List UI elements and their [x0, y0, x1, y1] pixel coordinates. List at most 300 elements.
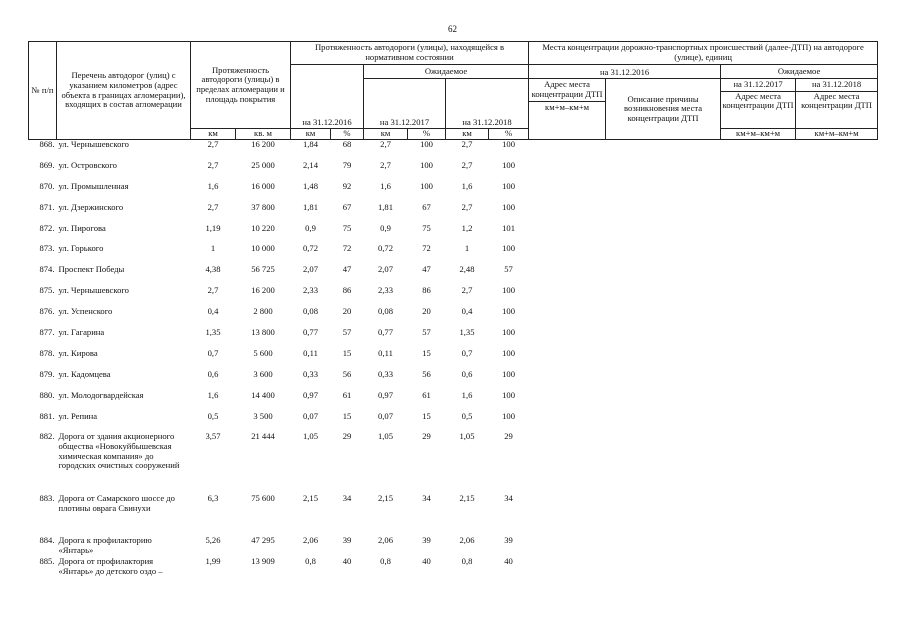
normative-2018-pct: 100	[502, 347, 515, 358]
dtp-cell	[529, 432, 606, 494]
normative-2018-pct: 100	[502, 159, 515, 170]
dtp-cell	[529, 349, 606, 370]
normative-2017-pct: 15	[422, 347, 431, 358]
normative-2017-pct: 61	[422, 389, 431, 400]
dtp-cell	[796, 307, 878, 328]
row-number: 882.	[39, 431, 55, 442]
dtp-cell	[529, 307, 606, 328]
dtp-cell	[606, 224, 721, 245]
normative-2017-pct: 86	[422, 285, 431, 296]
dtp-cell	[796, 494, 878, 536]
normative-2016-pct: 47	[342, 264, 352, 275]
dtp-cell	[606, 494, 721, 536]
header-dtp-address-2017	[721, 79, 796, 129]
table-row	[29, 412, 878, 433]
row-number: 885.	[39, 556, 55, 567]
area-sqm: 16 000	[251, 180, 275, 191]
normative-2017-pct: 72	[422, 243, 431, 254]
dtp-cell	[721, 494, 796, 536]
normative-2016-km: 0,9	[305, 222, 316, 233]
table-row	[29, 244, 878, 265]
normative-2016-pct: 67	[342, 201, 352, 212]
normative-2017-km: 2,07	[377, 264, 394, 275]
length-km: 2,7	[207, 285, 219, 296]
normative-2017-km: 2,33	[377, 285, 394, 296]
normative-2016-km: 2,07	[302, 264, 319, 275]
area-sqm: 16 200	[251, 139, 275, 149]
header-date-2016: на 31.12.2016	[291, 65, 364, 129]
normative-2017-km: 2,15	[377, 493, 394, 504]
normative-2017-pct: 34	[422, 493, 431, 504]
dtp-cell	[796, 140, 878, 161]
normative-2016-pct: 29	[342, 431, 352, 442]
length-km: 2,7	[207, 201, 219, 212]
normative-2016-km: 1,48	[302, 180, 319, 191]
header-dtp-cause: Описание причины возникновения места концентрации ДТП	[606, 79, 721, 140]
normative-2017-km: 0,33	[377, 368, 394, 379]
area-sqm: 2 800	[253, 306, 273, 317]
header-road-list: Перечень автодорог (улиц) с указанием километров (адрес объекта в границах агломерации), входящих в состав агломерации	[57, 42, 191, 140]
dtp-cell	[529, 140, 606, 161]
normative-2016-km: 2,33	[302, 285, 319, 296]
normative-2016-pct: 15	[342, 347, 352, 358]
dtp-cell	[721, 265, 796, 286]
road-name: Дорога от здания акционерного общества «Новокуйбышевская химическая компания» до городских очистных сооружений	[58, 431, 180, 471]
dtp-cell	[529, 265, 606, 286]
length-km: 1,6	[207, 180, 219, 191]
dtp-cell	[529, 536, 606, 557]
header-date-2018: на 31.12.2018	[446, 79, 529, 129]
row-number: 872.	[39, 222, 55, 233]
road-name: ул. Гагарина	[58, 327, 105, 338]
normative-2018-pct: 100	[502, 410, 515, 421]
normative-2016-pct: 40	[342, 556, 352, 567]
length-km: 1	[210, 243, 216, 254]
length-km: 0,5	[207, 410, 219, 421]
normative-2018-pct: 100	[502, 180, 515, 191]
dtp-cell	[529, 494, 606, 536]
dtp-cell	[796, 349, 878, 370]
dtp-date-2018: на 31.12.2018	[811, 79, 862, 89]
area-sqm: 37 800	[251, 201, 275, 212]
normative-2016-km: 1,05	[302, 431, 319, 442]
dtp-cell	[606, 557, 721, 581]
road-name: ул. Островского	[58, 159, 117, 170]
dtp-cell	[529, 224, 606, 245]
length-km: 0,4	[207, 306, 219, 317]
road-name: ул. Кирова	[58, 347, 98, 358]
table-row	[29, 286, 878, 307]
header-num: № п/п	[29, 42, 57, 140]
header-dtp-address-2018	[796, 79, 878, 129]
dtp-cell	[606, 328, 721, 349]
unit-km-2017: км	[364, 129, 408, 140]
dtp-address-label: Адрес места концентрации ДТП	[531, 79, 603, 99]
normative-2016-km: 0,72	[302, 243, 319, 254]
dtp-cell	[796, 391, 878, 412]
normative-2017-km: 0,07	[377, 410, 394, 421]
unit-pct-2017: %	[408, 129, 446, 140]
dtp-cell	[606, 370, 721, 391]
dtp-cell	[529, 286, 606, 307]
normative-2018-km: 2,7	[461, 159, 473, 170]
normative-2017-pct: 15	[422, 410, 431, 421]
normative-2016-km: 2,06	[302, 535, 319, 546]
table-row	[29, 432, 878, 494]
dtp-cell	[796, 328, 878, 349]
normative-2018-pct: 100	[502, 201, 515, 212]
road-name: ул. Успенского	[58, 306, 113, 317]
table-row	[29, 370, 878, 391]
area-sqm: 3 500	[253, 410, 273, 421]
header-length-area: Протяженность автодороги (улицы) в пределах агломерации и площадь покрытия	[191, 42, 291, 129]
normative-2017-pct: 57	[422, 327, 431, 338]
length-km: 1,35	[205, 327, 221, 338]
normative-2017-km: 1,81	[377, 201, 394, 212]
unit-km: км	[191, 129, 236, 140]
length-km: 0,6	[207, 368, 219, 379]
dtp-cell	[529, 391, 606, 412]
normative-2017-pct: 67	[422, 201, 431, 212]
area-sqm: 13 909	[251, 556, 275, 567]
normative-2018-km: 2,7	[461, 201, 473, 212]
dtp-cell	[529, 161, 606, 182]
area-sqm: 14 400	[251, 389, 275, 400]
unit-pct-2018: %	[489, 129, 529, 140]
normative-2017-pct: 56	[422, 368, 431, 379]
dtp-cell	[606, 432, 721, 494]
normative-2017-km: 0,77	[377, 327, 394, 338]
dtp-cell	[796, 182, 878, 203]
normative-2017-pct: 29	[422, 431, 431, 442]
normative-2017-km: 2,7	[380, 159, 391, 170]
dtp-cell	[721, 432, 796, 494]
normative-2018-km: 0,6	[461, 368, 473, 379]
dtp-cell	[606, 161, 721, 182]
dtp-cell	[796, 265, 878, 286]
dtp-cell	[529, 203, 606, 224]
dtp-cell	[606, 391, 721, 412]
dtp-date-2017: на 31.12.2017	[733, 79, 783, 89]
unit-km-2018: км	[446, 129, 489, 140]
area-sqm: 25 000	[251, 159, 275, 170]
table-row	[29, 536, 878, 557]
dtp-cell	[606, 412, 721, 433]
dtp-address-label-2017: Адрес места концентрации ДТП	[721, 91, 796, 111]
dtp-cell	[721, 182, 796, 203]
normative-2017-pct: 100	[420, 180, 433, 191]
normative-2018-pct: 100	[502, 306, 515, 317]
road-name: ул. Чернышевского	[58, 139, 129, 149]
road-name: ул. Кадомцева	[58, 368, 111, 379]
table-row	[29, 182, 878, 203]
header-normative-group: Протяженность автодороги (улицы), находящейся в нормативном состоянии	[291, 42, 529, 65]
normative-2018-km: 0,4	[461, 306, 473, 317]
normative-2018-km: 1	[464, 243, 470, 254]
dtp-cell	[606, 203, 721, 224]
normative-2018-km: 0,8	[461, 556, 473, 567]
dtp-cell	[529, 557, 606, 581]
table-row	[29, 161, 878, 182]
area-sqm: 13 800	[251, 327, 275, 338]
table-row	[29, 140, 878, 161]
row-number: 878.	[39, 347, 55, 358]
header-dtp-expected: Ожидаемое	[721, 65, 878, 79]
dtp-km-marker-2016: км+м–км+м	[529, 101, 606, 113]
unit-km-2016: км	[291, 129, 331, 140]
length-km: 0,7	[207, 347, 219, 358]
normative-2018-km: 0,7	[461, 347, 473, 358]
row-number: 875.	[39, 285, 55, 296]
normative-2018-pct: 101	[502, 222, 515, 233]
table-row	[29, 307, 878, 328]
normative-2016-km: 0,33	[302, 368, 319, 379]
table-row	[29, 224, 878, 245]
normative-2018-km: 1,6	[461, 180, 473, 191]
normative-2016-km: 2,14	[302, 159, 319, 170]
dtp-cell	[796, 432, 878, 494]
dtp-cell	[721, 286, 796, 307]
normative-2018-km: 0,5	[461, 410, 473, 421]
road-name: Дорога от Самарского шоссе до плотины оврага Свинухи	[58, 493, 175, 514]
dtp-cell	[796, 244, 878, 265]
normative-2018-pct: 100	[502, 368, 515, 379]
table-row	[29, 265, 878, 286]
dtp-km-marker-2018: км+м–км+м	[796, 129, 878, 140]
row-number: 880.	[39, 389, 55, 400]
dtp-cell	[721, 328, 796, 349]
normative-2018-pct: 100	[502, 243, 515, 254]
road-name: Проспект Победы	[58, 264, 125, 275]
normative-2016-pct: 20	[342, 306, 352, 317]
road-name: ул. Репина	[58, 410, 98, 421]
normative-2018-pct: 29	[504, 431, 513, 442]
normative-2016-km: 1,81	[302, 201, 319, 212]
normative-2016-pct: 92	[342, 180, 352, 191]
page-number: 62	[448, 24, 457, 34]
normative-2018-pct: 34	[504, 493, 513, 504]
normative-2017-km: 0,9	[380, 222, 391, 233]
normative-2018-pct: 100	[502, 139, 515, 149]
header-dtp-date-2016: на 31.12.2016	[529, 65, 721, 79]
dtp-km-marker-2017: км+м–км+м	[721, 129, 796, 140]
normative-2016-pct: 34	[342, 493, 352, 504]
table-row	[29, 391, 878, 412]
area-sqm: 47 295	[251, 535, 275, 546]
normative-2016-pct: 68	[342, 139, 352, 149]
area-sqm: 10 000	[251, 243, 275, 254]
unit-pct-2016: %	[331, 129, 364, 140]
area-sqm: 75 600	[251, 493, 275, 504]
dtp-cell	[721, 307, 796, 328]
dtp-cell	[721, 224, 796, 245]
normative-2018-km: 1,6	[461, 389, 473, 400]
normative-2017-pct: 47	[422, 264, 431, 275]
dtp-cell	[721, 203, 796, 224]
normative-2018-pct: 100	[502, 327, 515, 338]
dtp-cell	[606, 244, 721, 265]
normative-2016-km: 1,84	[302, 139, 319, 149]
header-expected: Ожидаемое	[364, 65, 529, 79]
normative-2018-km: 1,35	[459, 327, 475, 338]
normative-2016-km: 0,07	[302, 410, 319, 421]
row-number: 877.	[39, 327, 55, 338]
dtp-cell	[721, 140, 796, 161]
area-sqm: 21 444	[251, 431, 275, 442]
normative-2018-km: 1,2	[461, 222, 473, 233]
row-number: 868.	[39, 139, 55, 149]
header-dtp-group: Места концентрации дорожно-транспортных происшествий (далее-ДТП) на автодороге (улице), единиц	[529, 42, 878, 65]
normative-2016-pct: 39	[342, 535, 352, 546]
normative-2017-km: 0,08	[377, 306, 394, 317]
dtp-cell	[606, 140, 721, 161]
normative-2018-km: 2,7	[461, 285, 473, 296]
road-name: ул. Пирогова	[58, 222, 106, 233]
unit-sqm: кв. м	[236, 129, 291, 140]
dtp-cell	[721, 370, 796, 391]
normative-2016-pct: 72	[342, 243, 352, 254]
road-name: Дорога к профилакторию «Янтарь»	[58, 535, 152, 556]
normative-2018-pct: 39	[504, 535, 513, 546]
road-name: ул. Чернышевского	[58, 285, 129, 296]
normative-2017-km: 0,97	[377, 389, 394, 400]
normative-2018-pct: 100	[502, 389, 515, 400]
normative-2016-pct: 61	[342, 389, 352, 400]
normative-2018-km: 1,05	[459, 431, 475, 442]
normative-2017-km: 0,72	[377, 243, 394, 254]
row-number: 871.	[39, 201, 55, 212]
dtp-cell	[606, 349, 721, 370]
row-number: 881.	[39, 410, 55, 421]
normative-2016-pct: 75	[342, 222, 352, 233]
road-name: Дорога от профилактория «Янтарь» до детского оздо –	[58, 556, 163, 577]
length-km: 1,6	[207, 389, 219, 400]
normative-2016-km: 2,15	[302, 493, 319, 504]
table-row	[29, 349, 878, 370]
dtp-cell	[721, 244, 796, 265]
table-row	[29, 203, 878, 224]
dtp-cell	[529, 244, 606, 265]
normative-2016-km: 0,77	[302, 327, 319, 338]
area-sqm: 5 600	[253, 347, 273, 358]
normative-2017-km: 0,8	[380, 556, 391, 567]
length-km: 2,7	[207, 159, 219, 170]
area-sqm: 16 200	[251, 285, 275, 296]
dtp-address-label-2018: Адрес места концентрации ДТП	[796, 91, 878, 111]
area-sqm: 10 220	[251, 222, 275, 233]
dtp-cell	[529, 182, 606, 203]
road-name: ул. Молодогвардейская	[58, 389, 144, 400]
normative-2016-pct: 15	[342, 410, 352, 421]
normative-2018-pct: 100	[502, 285, 515, 296]
row-number: 884.	[39, 535, 55, 546]
dtp-cell	[606, 307, 721, 328]
area-sqm: 3 600	[253, 368, 273, 379]
normative-2017-km: 0,11	[378, 347, 393, 358]
dtp-cell	[796, 557, 878, 581]
dtp-cell	[721, 557, 796, 581]
row-number: 876.	[39, 306, 55, 317]
normative-2017-pct: 39	[422, 535, 431, 546]
row-number: 873.	[39, 243, 55, 254]
header-dtp-address-2016	[529, 79, 606, 140]
normative-2016-km: 0,11	[303, 347, 318, 358]
normative-2016-km: 0,97	[302, 389, 319, 400]
normative-2016-pct: 86	[342, 285, 352, 296]
normative-2017-km: 1,05	[377, 431, 394, 442]
normative-2016-km: 0,08	[302, 306, 319, 317]
length-km: 3,57	[205, 431, 221, 442]
normative-2017-pct: 20	[422, 306, 431, 317]
dtp-cell	[796, 412, 878, 433]
dtp-cell	[796, 161, 878, 182]
dtp-cell	[606, 536, 721, 557]
normative-2017-km: 2,7	[380, 139, 391, 149]
row-number: 879.	[39, 368, 55, 379]
normative-2018-km: 2,15	[459, 493, 475, 504]
normative-2017-km: 2,06	[377, 535, 394, 546]
road-name: ул. Дзержинского	[58, 201, 124, 212]
dtp-cell	[529, 370, 606, 391]
length-km: 1,19	[205, 222, 221, 233]
table-body	[29, 140, 878, 582]
dtp-cell	[529, 412, 606, 433]
dtp-cell	[796, 224, 878, 245]
normative-2018-pct: 40	[504, 556, 513, 567]
dtp-cell	[529, 328, 606, 349]
normative-2017-km: 1,6	[380, 180, 391, 191]
dtp-cell	[606, 265, 721, 286]
dtp-cell	[721, 391, 796, 412]
dtp-cell	[721, 536, 796, 557]
normative-2017-pct: 100	[420, 159, 433, 170]
dtp-cell	[606, 182, 721, 203]
normative-2016-pct: 56	[342, 368, 352, 379]
area-sqm: 56 725	[251, 264, 275, 275]
normative-2016-pct: 57	[342, 327, 352, 338]
road-name: ул. Промышленная	[58, 180, 129, 191]
length-km: 4,38	[205, 264, 221, 275]
length-km: 5,26	[205, 535, 221, 546]
dtp-cell	[606, 286, 721, 307]
dtp-cell	[796, 286, 878, 307]
dtp-cell	[796, 536, 878, 557]
table-row	[29, 494, 878, 536]
normative-2016-km: 0,8	[305, 556, 316, 567]
row-number: 883.	[39, 493, 55, 504]
row-number: 874.	[39, 264, 55, 275]
normative-2017-pct: 75	[422, 222, 431, 233]
row-number: 870.	[39, 180, 55, 191]
normative-2018-km: 2,06	[459, 535, 475, 546]
road-name: ул. Горького	[58, 243, 104, 254]
normative-2018-km: 2,7	[461, 139, 473, 149]
row-number: 869.	[39, 159, 55, 170]
normative-2018-pct: 57	[504, 264, 513, 275]
table-row	[29, 557, 878, 581]
normative-2017-pct: 40	[422, 556, 431, 567]
header-date-2017: на 31.12.2017	[364, 79, 446, 129]
normative-2016-pct: 79	[342, 159, 352, 170]
dtp-cell	[721, 161, 796, 182]
length-km: 6,3	[207, 493, 219, 504]
dtp-cell	[796, 370, 878, 391]
dtp-cell	[796, 203, 878, 224]
length-km: 1,99	[205, 556, 221, 567]
normative-2018-km: 2,48	[459, 264, 475, 275]
length-km: 2,7	[207, 139, 219, 149]
dtp-cell	[721, 412, 796, 433]
